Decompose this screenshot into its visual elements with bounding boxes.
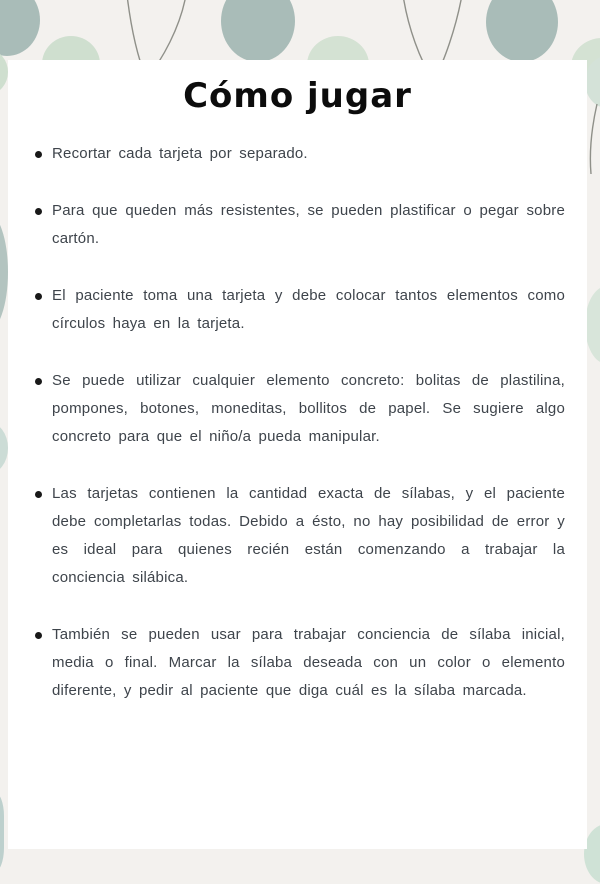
list-item: Se puede utilizar cualquier elemento concreto: bolitas de plastilina, pompones, botones, moneditas, bollitos de papel. Se sugiere algo concreto para que el niño/a pueda manipular. bbox=[34, 367, 565, 451]
instructions-card bbox=[8, 60, 587, 849]
list-item: Las tarjetas contienen la cantidad exacta de sílabas, y el paciente debe completarlas todas. Debido a ésto, no hay posibilidad de error y es ideal para quienes recién están comenzando a trabajar la conciencia silábica. bbox=[34, 480, 565, 592]
list-item: También se pueden usar para trabajar conciencia de sílaba inicial, media o final. Marcar la sílaba deseada con un color o elemento diferente, y pedir al paciente que diga cuál es la sílaba marcada. bbox=[34, 621, 565, 705]
list-item: El paciente toma una tarjeta y debe colocar tantos elementos como círculos haya en la tarjeta. bbox=[34, 282, 565, 338]
list-item: Recortar cada tarjeta por separado. bbox=[34, 140, 565, 168]
page-title: Cómo jugar bbox=[183, 76, 412, 116]
instructions-list bbox=[34, 140, 565, 705]
list-item: Para que queden más resistentes, se pueden plastificar o pegar sobre cartón. bbox=[34, 197, 565, 253]
